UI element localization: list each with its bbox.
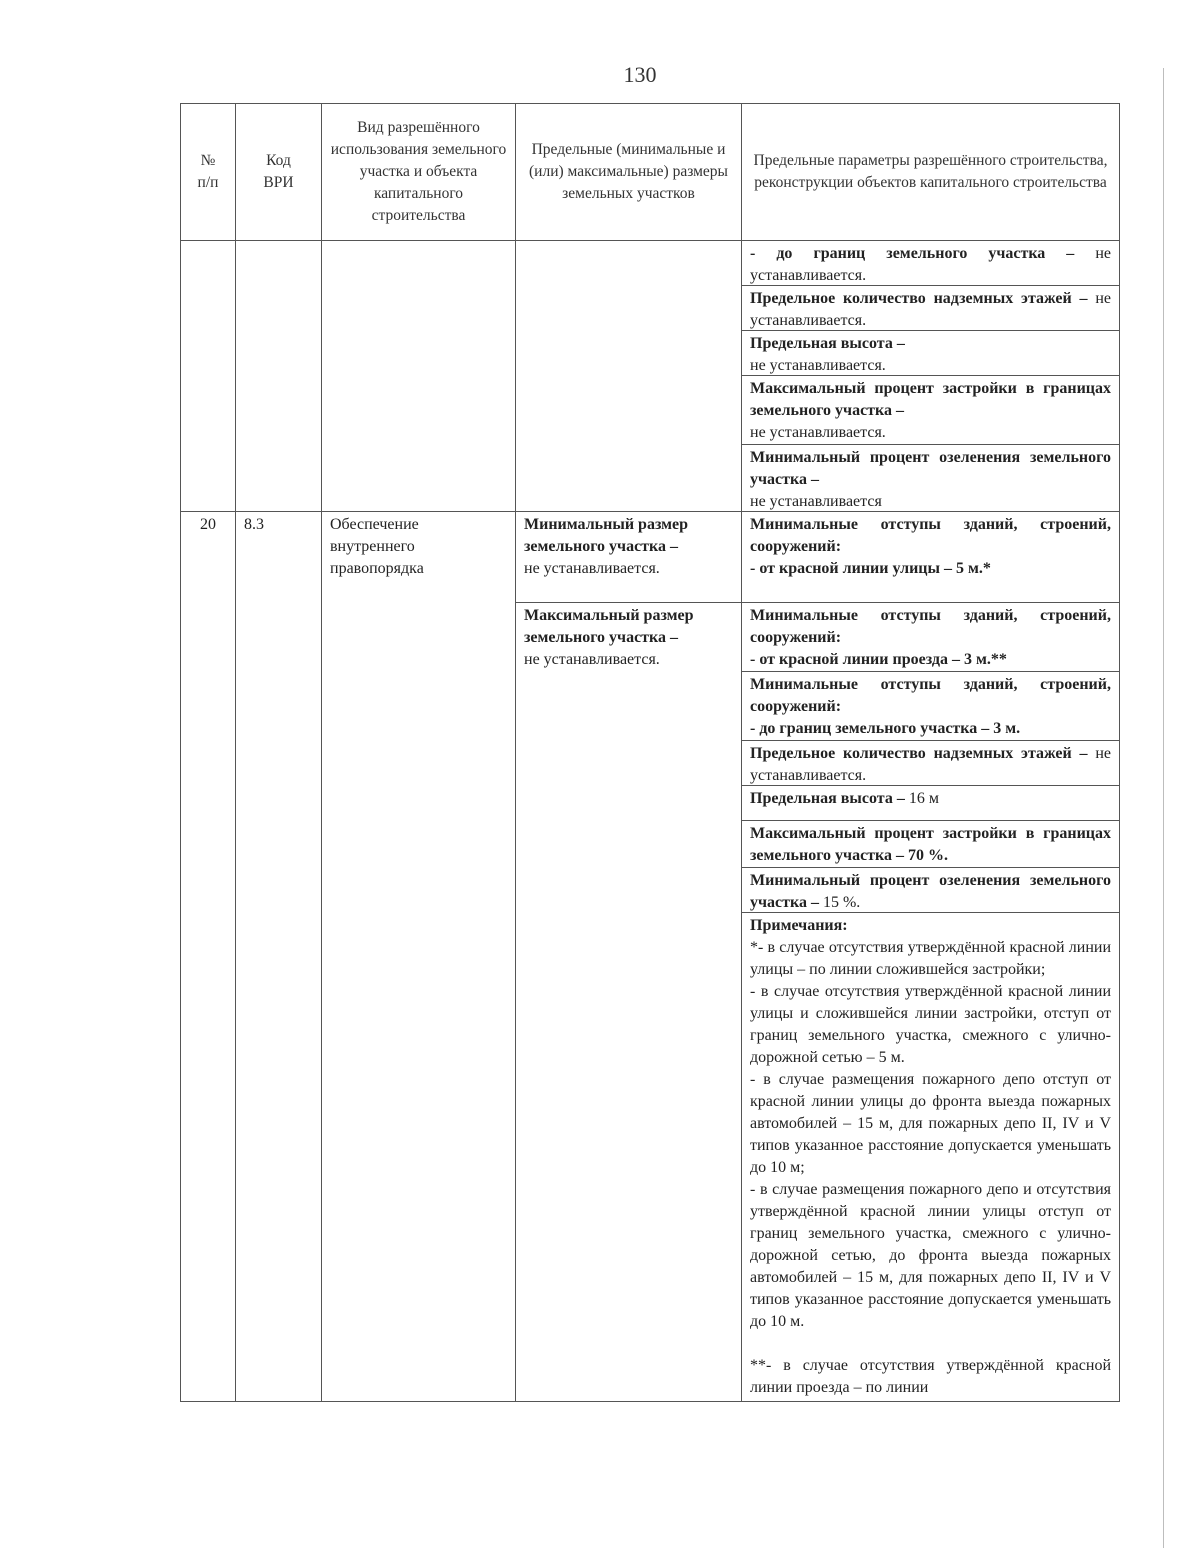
param-item: Минимальный процент озеленения земельного участка – 15 %.	[742, 868, 1119, 913]
param-item: Минимальные отступы зданий, строений, сооружений: - до границ земельного участка – 3 м.	[742, 672, 1119, 741]
continuation-row	[181, 241, 1120, 512]
note-item: - в случае отсутствия утверждённой красной линии улицы и сложившейся линии застройки, отступ от границ земельного участка, смежного с улично-дорожной сетью – 5 м.	[750, 983, 1111, 1066]
param-item: Минимальные отступы зданий, строений, сооружений: - от красной линии улицы – 5 м.*	[742, 512, 1119, 603]
param-item: Минимальные отступы зданий, строений, сооружений: - от красной линии проезда – 3 м.**	[742, 603, 1119, 672]
size-max: Максимальный размер земельного участка – не устанавливается.	[524, 607, 694, 668]
cont-code	[236, 241, 322, 512]
row-number: 20	[181, 512, 236, 1402]
margin-rule	[1163, 68, 1164, 1548]
header-size: Предельные (минимальные и (или) максимальные) размеры земельных участков	[516, 104, 742, 241]
param-item: Предельная высота – не устанавливается.	[742, 331, 1119, 376]
cont-size	[516, 241, 742, 512]
header-params: Предельные параметры разрешённого строительства, реконструкции объектов капитального строительства	[742, 104, 1120, 241]
param-item: Максимальный процент застройки в границах земельного участка – не устанавливается.	[742, 376, 1119, 445]
size-min: Минимальный размер земельного участка – не устанавливается.	[516, 512, 741, 603]
note-item: *- в случае отсутствия утверждённой красной линии улицы – по линии сложившейся застройки;	[750, 939, 1111, 978]
header-number: № п/п	[181, 104, 236, 241]
header-code: Код ВРИ	[236, 104, 322, 241]
row-params	[742, 512, 1120, 1402]
param-item: Предельное количество надземных этажей – не устанавливается.	[742, 286, 1119, 331]
row-size	[516, 512, 742, 1402]
param-item: Минимальный процент озеленения земельного участка – не устанавливается	[750, 449, 1111, 510]
param-item: - до границ земельного участка – не устанавливается.	[742, 241, 1119, 286]
regulations-table	[180, 103, 1120, 1402]
note-item: - в случае размещения пожарного депо и отсутствия утверждённой красной линии улицы отступ от границ земельного участка, смежного с улично-дорожной сетью, до фронта выезда пожарных автомобилей – 15 м, для пожарных депо II, IV и V типов указанное расстояние допускается уменьшать до 10 м.	[750, 1181, 1111, 1330]
header-use: Вид разрешённого использования земельного участка и объекта капитального строительства	[322, 104, 516, 241]
param-item: Максимальный процент застройки в границах земельного участка – 70 %.	[742, 821, 1119, 868]
cont-use	[322, 241, 516, 512]
param-item: Предельная высота – 16 м	[742, 786, 1119, 821]
notes-block	[742, 913, 1119, 1401]
cont-params	[742, 241, 1120, 512]
notes-title: Примечания:	[750, 917, 848, 934]
row-use: Обеспечение внутреннего правопорядка	[322, 512, 516, 1402]
row-code: 8.3	[236, 512, 322, 1402]
cont-number	[181, 241, 236, 512]
param-item: Предельное количество надземных этажей – не устанавливается.	[742, 741, 1119, 786]
table-header-row	[181, 104, 1120, 241]
note-item: **- в случае отсутствия утверждённой красной линии проезда – по линии	[750, 1357, 1111, 1396]
page-number: 130	[623, 62, 657, 87]
table-row-20	[181, 512, 1120, 1402]
note-item: - в случае размещения пожарного депо отступ от красной линии улицы до фронта выезда пожарных автомобилей – 15 м, для пожарных депо II, IV и V типов указанное расстояние допускается уменьшать до 10 м;	[750, 1071, 1111, 1176]
